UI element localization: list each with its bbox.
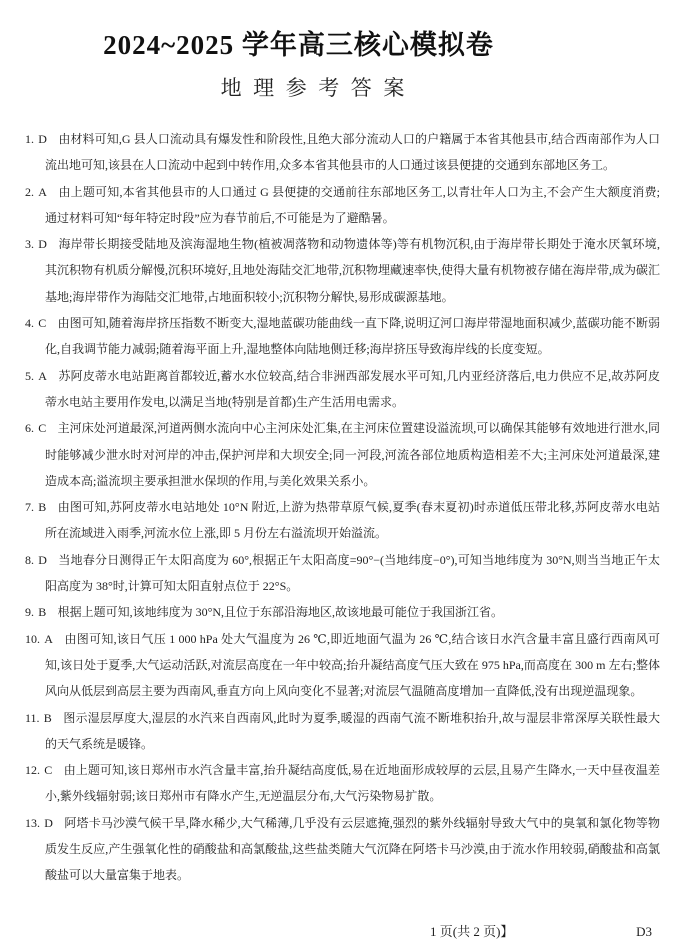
- question-number: 11.: [25, 710, 40, 725]
- answer-choice: B: [43, 710, 52, 725]
- question-number: 8.: [25, 552, 34, 567]
- answer-choice: A: [38, 184, 47, 199]
- answer-explanation: 主河床处河道最深,河道两侧水流向中心主河床处汇集,在主河床位置建设溢流坝,可以确保其能够有效地进行泄水,同时能够减少泄水时对河岸的冲击,保护河岸和大坝安全;同一河段,河流各部位地质构造相差不大;主河床处河道最深,建造成本高;溢流坝主要承担泄水保坝的作用,与美化效果关系小。: [45, 421, 660, 488]
- answer-explanation: 由图可知,随着海岸挤压指数不断变大,湿地蓝碳功能曲线一直下降,说明辽河口海岸带湿地面积减少,蓝碳功能不断弱化,自我调节能力减弱;随着海平面上升,湿地整体向陆地侧迁移;海岸挤压导致海岸线的长度变短。: [45, 316, 660, 357]
- answer-explanation: 图示湿层厚度大,湿层的水汽来自西南风,此时为夏季,暖湿的西南气流不断堆积抬升,故与湿层非常深厚关联性最大的天气系统是暖锋。: [45, 710, 660, 751]
- answer-choice: D: [38, 552, 47, 567]
- answer-explanation: 当地春分日测得正午太阳高度为 60°,根据正午太阳高度=90°−(当地纬度−0°),可知当地纬度为 30°N,则当当地正午太阳高度为 38°时,计算可知太阳直射点位于 22°S。: [45, 552, 660, 594]
- paper-code: D3: [636, 924, 652, 939]
- page-footer: [0, 921, 677, 943]
- answer-choice: D: [38, 132, 47, 146]
- answer-choice: B: [38, 605, 47, 620]
- question-number: 6.: [25, 421, 34, 436]
- answer-item: [25, 810, 660, 889]
- question-number: 9.: [25, 605, 34, 620]
- answer-item: [25, 626, 660, 705]
- answer-explanation: 苏阿皮蒂水电站距离首都较近,蓄水水位较高,结合非洲西部发展水平可知,几内亚经济落后,电力供应不足,故苏阿皮蒂水电站主要用作发电,以满足当地(特别是首都)生产生活用电需求。: [45, 368, 660, 409]
- answer-explanation: 由材料可知,G 县人口流动具有爆发性和阶段性,且绝大部分流动人口的户籍属于本省其他县市,结合西南部作为人口流出地可知,该县在人口流动中起到中转作用,众多本省其他县市的人口通过该县便捷的交通到东部地区务工。: [45, 132, 660, 173]
- answer-explanation: 由图可知,该日气压 1 000 hPa 处大气温度为 26 ℃,即近地面气温为 26 ℃,结合该日水汽含量丰富且盛行西南风可知,该日处于夏季,大气运动活跃,对流层高度在一年中较高;抬升凝结高度气压大致在 975 hPa,而高度在 300 m 左右;整体风向从低层到高层主要为西南风,垂直方向上风向变化不显著;对流层气温随高度增加一直降低,没有出现逆温现象。: [45, 631, 660, 699]
- answer-explanation: 海岸带长期接受陆地及滨海湿地生物(植被凋落物和动物遗体等)等有机物沉积,由于海岸带长期处于淹水厌氧环境,其沉积物有机质分解慢,沉积环境好,且地处海陆交汇地带,沉积物埋藏速率快,使得大量有机物被存储在海岸带,成为碳汇基地;海岸带作为海陆交汇地带,占地面积较小;沉积物分解快,易形成碳源基地。: [45, 237, 661, 304]
- answer-item: [25, 547, 660, 600]
- answer-item: [25, 126, 660, 179]
- answer-explanation: 根据上题可知,该地纬度为 30°N,且位于东部沿海地区,故该地最可能位于我国浙江省。: [57, 605, 504, 620]
- question-number: 1.: [25, 132, 34, 146]
- answer-item: [25, 494, 660, 547]
- question-number: 3.: [25, 237, 34, 252]
- answer-item: [25, 599, 660, 625]
- answer-choice: B: [38, 500, 47, 515]
- page-number: 1 页(共 2 页)】: [430, 924, 514, 939]
- question-number: 4.: [25, 316, 34, 331]
- answer-item: [25, 705, 660, 758]
- answer-explanation: 由上题可知,该日郑州市水汽含量丰富,抬升凝结高度低,易在近地面形成较厚的云层,且易产生降水,一天中昼夜温差小,紫外线辐射弱;该日郑州市有降水产生,无逆温层分布,大气污染物易扩散。: [45, 763, 660, 804]
- answer-list: [25, 126, 660, 889]
- question-number: 5.: [25, 368, 34, 383]
- answer-item: [25, 179, 660, 232]
- answer-choice: A: [38, 368, 47, 383]
- page-title: 2024~2025 学年高三核心模拟卷: [103, 30, 494, 60]
- answer-explanation: 由上题可知,本省其他县市的人口通过 G 县便捷的交通前往东部地区务工,以青壮年人口为主,不会产生大额度消费;通过材料可知“每年特定时段”应为春节前后,不可能是为了避酷暑。: [45, 184, 660, 225]
- answer-explanation: 阿塔卡马沙漠气候干旱,降水稀少,大气稀薄,几乎没有云层遮掩,强烈的紫外线辐射导致大气中的臭氧和氯化物等物质发生反应,产生强氧化性的硝酸盐和高氯酸盐,这些盐类随大气沉降在阿塔卡马沙漠,由于流水作用较弱,硝酸盐和高氯酸盐可以大量富集于地表。: [45, 815, 660, 883]
- answer-choice: C: [38, 421, 47, 436]
- answer-item: [25, 415, 660, 494]
- question-number: 12.: [25, 763, 40, 778]
- answer-choice: C: [44, 763, 53, 778]
- answer-explanation: 由图可知,苏阿皮蒂水电站地处 10°N 附近,上游为热带草原气候,夏季(春末夏初)时赤道低压带北移,苏阿皮蒂水电站所在流域进入雨季,河流水位上涨,即 5 月份左右溢流坝开始溢流。: [45, 500, 660, 541]
- answer-choice: D: [44, 815, 53, 830]
- answer-item: [25, 363, 660, 416]
- answer-item: [25, 757, 660, 810]
- answer-item: [25, 231, 660, 310]
- answer-item: [25, 310, 660, 363]
- answer-choice: A: [44, 631, 53, 646]
- answer-choice: C: [38, 316, 47, 331]
- question-number: 7.: [25, 500, 34, 515]
- answer-choice: D: [38, 237, 47, 252]
- question-number: 10.: [25, 631, 40, 646]
- question-number: 2.: [25, 184, 34, 199]
- question-number: 13.: [25, 815, 40, 830]
- page-subtitle: 地理参考答案: [220, 76, 416, 100]
